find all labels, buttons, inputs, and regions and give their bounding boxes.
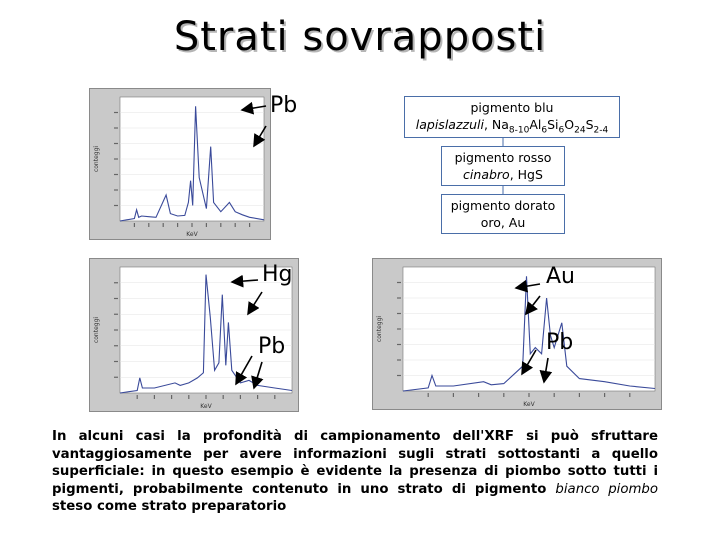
label-hg: Hg <box>262 262 293 287</box>
red-pigment-line1: pigmento rosso <box>454 150 552 165</box>
arrow-pb-top-a <box>242 106 266 110</box>
arrow-au-a <box>516 284 540 288</box>
red-pigment-line2: cinabro, HgS <box>463 167 543 182</box>
arrow-pb-br-a <box>522 350 536 374</box>
arrow-pb-bl-b <box>254 362 262 388</box>
y-axis-label: conteggi <box>93 145 100 173</box>
red-pigment-formula: HgS <box>517 167 543 182</box>
blue-pigment-formula: $Na_{8-10}Al_6Si_6O_{24}S_{2-4}$ <box>491 117 609 136</box>
caption <box>52 428 658 516</box>
blue-pigment-line1: pigmento blu <box>470 100 554 115</box>
arrow-pb-bl-a <box>236 356 252 384</box>
y-axis-label: conteggi <box>376 315 383 343</box>
caption-part2: steso come strato preparatorio <box>52 499 287 515</box>
arrow-hg-a <box>232 280 258 282</box>
y-axis-label: conteggi <box>93 316 100 344</box>
arrow-au-b <box>526 296 540 314</box>
x-axis-label: KeV <box>523 401 535 408</box>
arrow-pb-br-b <box>544 358 548 382</box>
label-au: Au <box>546 264 575 289</box>
label-pb-bottom-left: Pb <box>258 334 286 359</box>
gold-pigment-line2: oro, Au <box>480 215 526 230</box>
caption-emphasis: bianco piombo <box>555 481 658 497</box>
gold-pigment-line1: pigmento dorato <box>450 198 556 213</box>
arrow-hg-b <box>248 292 262 314</box>
x-axis-label: KeV <box>200 403 212 410</box>
red-pigment-name: cinabro <box>463 167 510 182</box>
x-axis-label: KeV <box>186 231 198 238</box>
caption-part1: In alcuni casi la profondità di campionamento dell'XRF si può sfruttare vantaggiosamente per avere informazioni sugli strati sottostanti a quello superficiale: in questo esempio è evidente la presenza di piombo sotto tutti i pigmenti, probabilmente contenuto in uno strato di pigmento <box>52 429 658 497</box>
arrow-pb-top-b <box>254 126 266 146</box>
label-pb-bottom-right: Pb <box>546 330 574 355</box>
label-pb-top: Pb <box>270 93 298 118</box>
blue-pigment-name: lapislazzuli <box>415 117 484 132</box>
blue-pigment-line2: lapislazzuli, $Na_{8-10}Al_6Si_6O_{24}S_{2-4}$ <box>415 117 609 136</box>
page-title: Strati sovrapposti <box>173 14 547 60</box>
